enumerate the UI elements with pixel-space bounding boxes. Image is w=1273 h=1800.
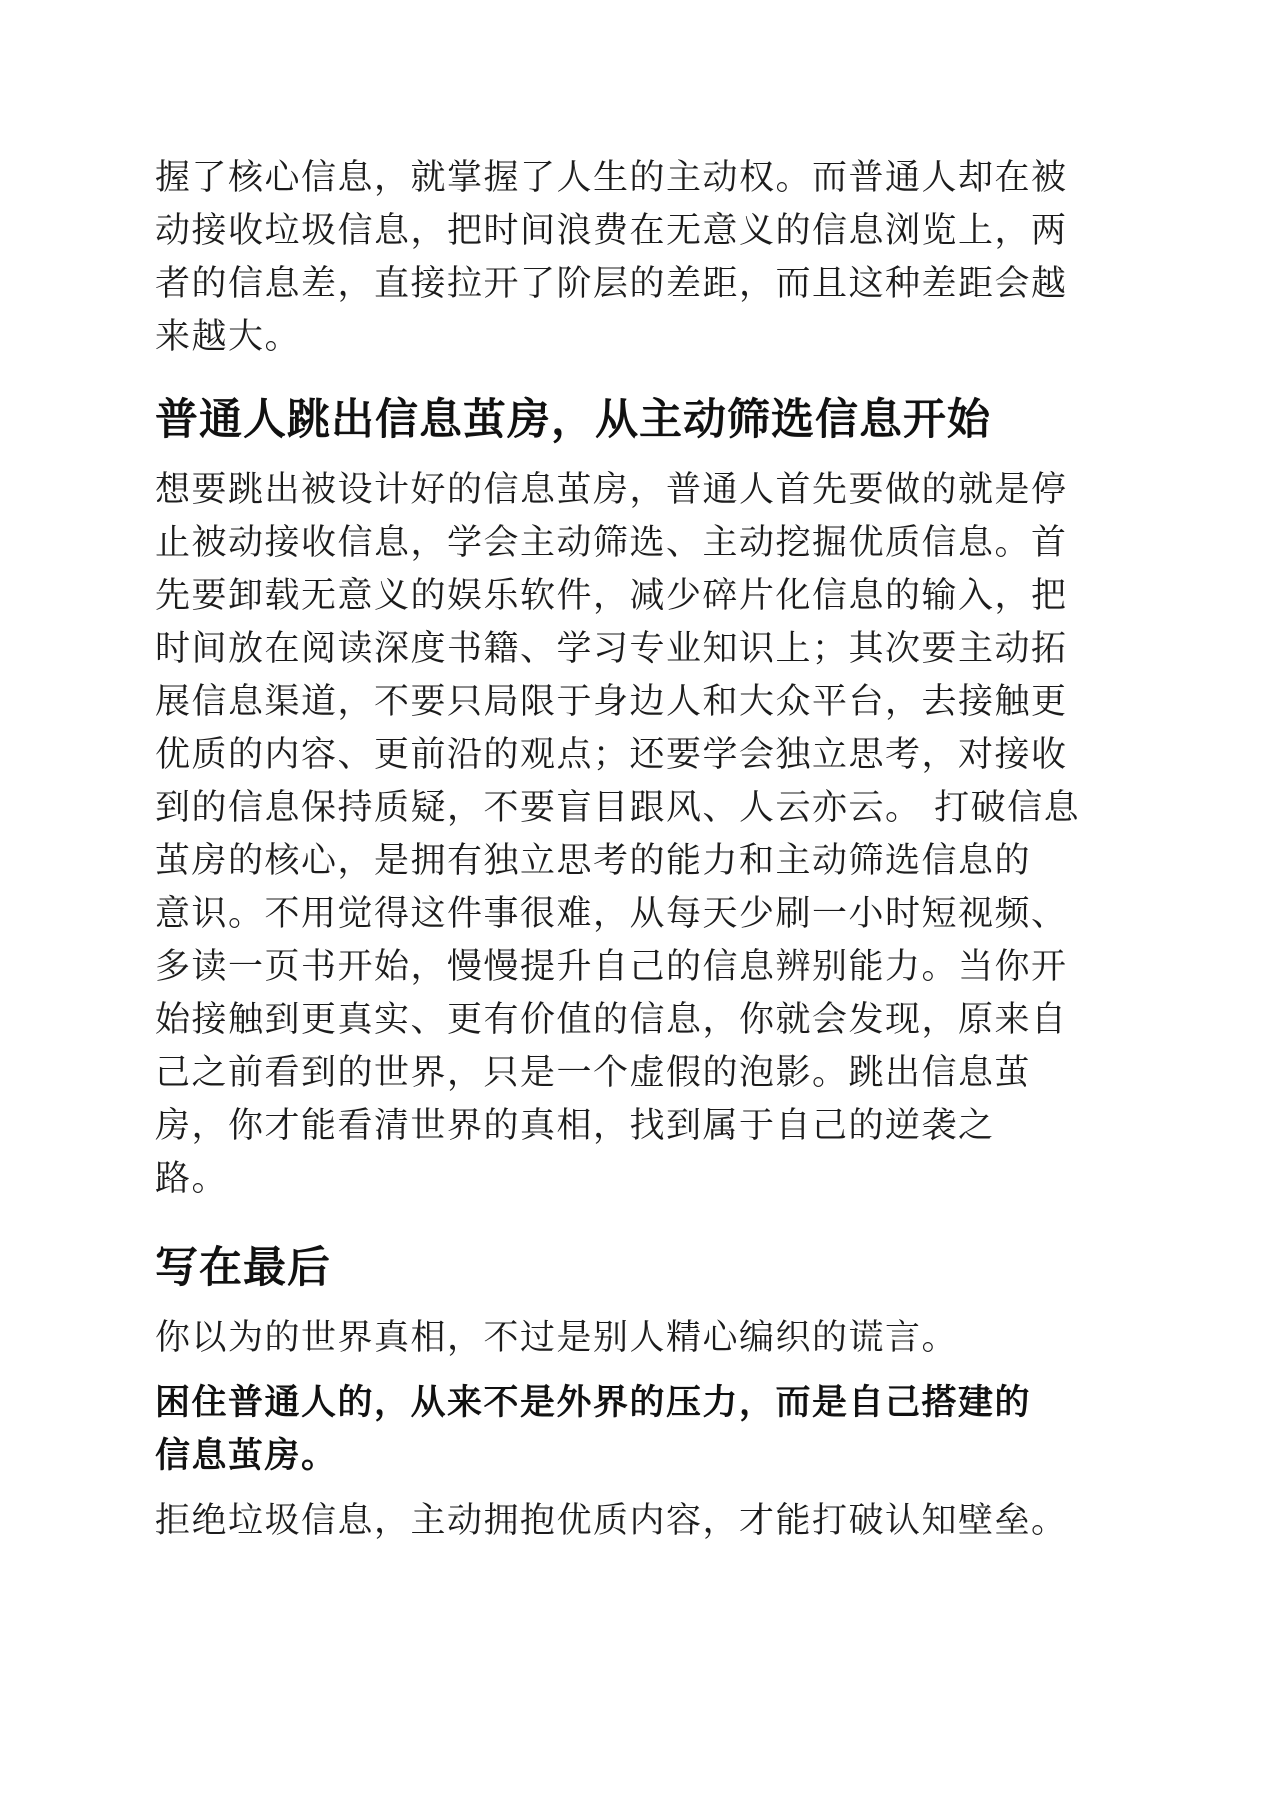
section-heading: 写在最后 xyxy=(155,1243,331,1293)
paragraph-line: 己之前看到的世界，只是一个虚假的泡影。跳出信息茧 xyxy=(155,1053,1032,1093)
emphasis-paragraph xyxy=(155,1377,1121,1483)
emphasis-line: 困住普通人的，从来不是外界的压力，而是自己搭建的 xyxy=(155,1383,1032,1423)
paragraph-line: 拒绝垃圾信息，主动拥抱优质内容，才能打破认知壁垒。 xyxy=(155,1501,1068,1541)
paragraph-line: 多读一页书开始，慢慢提升自己的信息辨别能力。当你开 xyxy=(155,947,1068,987)
paragraph-line: 先要卸载无意义的娱乐软件，减少碎片化信息的输入，把 xyxy=(155,576,1068,616)
paragraph-line: 茧房的核心，是拥有独立思考的能力和主动筛选信息的 xyxy=(155,841,1032,881)
closing-paragraph xyxy=(155,1495,1121,1548)
paragraph-line: 到的信息保持质疑，不要盲目跟风、人云亦云。 打破信息 xyxy=(155,788,1081,828)
paragraph-line: 房，你才能看清世界的真相，找到属于自己的逆袭之 xyxy=(155,1106,995,1146)
paragraph-line: 止被动接收信息，学会主动筛选、主动挖掘优质信息。首 xyxy=(155,523,1068,563)
paragraph-line: 时间放在阅读深度书籍、学习专业知识上；其次要主动拓 xyxy=(155,629,1068,669)
paragraph-line: 始接触到更真实、更有价值的信息，你就会发现，原来自 xyxy=(155,1000,1068,1040)
section-paragraph xyxy=(155,464,1121,1206)
emphasis-line: 信息茧房。 xyxy=(155,1436,338,1476)
article-body xyxy=(155,152,1121,1548)
paragraph-line: 优质的内容、更前沿的观点；还要学会独立思考，对接收 xyxy=(155,735,1068,775)
closing-paragraph xyxy=(155,1312,1121,1365)
paragraph-line: 路。 xyxy=(155,1159,229,1199)
paragraph-line: 来越大。 xyxy=(155,317,302,357)
intro-paragraph xyxy=(155,152,1121,364)
section-heading: 普通人跳出信息茧房，从主动筛选信息开始 xyxy=(155,395,991,445)
paragraph-line: 意识。不用觉得这件事很难，从每天少刷一小时短视频、 xyxy=(155,894,1068,934)
paragraph-line: 你以为的世界真相，不过是别人精心编织的谎言。 xyxy=(155,1318,959,1358)
paragraph-line: 者的信息差，直接拉开了阶层的差距，而且这种差距会越 xyxy=(155,264,1068,304)
paragraph-line: 动接收垃圾信息，把时间浪费在无意义的信息浏览上，两 xyxy=(155,211,1068,251)
paragraph-line: 想要跳出被设计好的信息茧房，普通人首先要做的就是停 xyxy=(155,470,1068,510)
paragraph-line: 握了核心信息，就掌握了人生的主动权。而普通人却在被 xyxy=(155,158,1068,198)
paragraph-line: 展信息渠道，不要只局限于身边人和大众平台，去接触更 xyxy=(155,682,1068,722)
